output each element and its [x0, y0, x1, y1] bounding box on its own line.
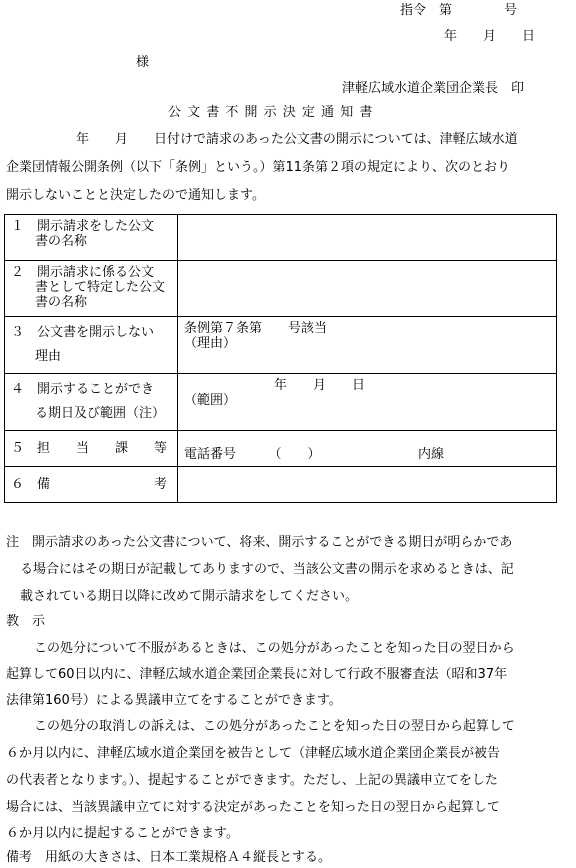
row-label-line: ２ 開示請求に係る公文 [11, 265, 155, 280]
note-line-1: 注 開示請求のあった公文書について、将来、開示することができる期日が明らかであ [6, 535, 513, 550]
table-row-department [5, 431, 557, 467]
instruction-p2-line-2: ６か月以内に、津軽広域水道企業団を被告として（津軽広域水道企業団企業長が被告 [6, 746, 501, 761]
issuer-name: 津軽広域水道企業団企業長 印 [342, 81, 525, 96]
row-label [5, 467, 178, 503]
ordinance-clause-text: 条例第７条第 号該当 [184, 321, 328, 336]
phone-number-text: 電話番号 （ ） 内線 [184, 447, 445, 462]
row-label-line: ５ 担 当 課 等 [11, 441, 168, 456]
row-value-field[interactable] [178, 215, 557, 261]
row-value-field[interactable] [178, 431, 557, 467]
instruction-heading: 教 示 [6, 614, 46, 629]
row-label [5, 261, 178, 317]
row-label-line: ６ 備 考 [11, 477, 168, 492]
directive-number-label: 指令 第 号 [400, 3, 518, 18]
row-value-field[interactable] [178, 317, 557, 374]
row-label [5, 431, 178, 467]
scope-label: （範囲） [184, 393, 237, 408]
intro-line-2: 企業団情報公開条例（以下「条例」という。）第11条第２項の規定により、次のとおり [6, 160, 511, 175]
row-label-line: 書の名称 [35, 295, 88, 310]
row-label-line: 書として特定した公文 [35, 280, 166, 295]
instruction-p2-line-5: ６か月以内に提起することができます。 [6, 826, 239, 841]
document-title: 公 文 書 不 開 示 決 定 通 知 書 [168, 105, 374, 120]
remarks-line: 備考 用紙の大きさは、日本工業規格Ａ４縦長とする。 [6, 850, 332, 865]
instruction-p2-line-1: この処分の取消しの訴えは、この処分があったことを知った日の翌日から起算して [34, 719, 515, 734]
note-line-2: る場合にはその期日が記載してありますので、当該公文書の開示を求めるときは、記 [20, 562, 514, 577]
row-label [5, 374, 178, 431]
row-label-line: 理由 [35, 349, 62, 364]
table-row-disclosure-date [5, 374, 557, 431]
instruction-p1-line-2: 起算して60日以内に、津軽広域水道企業団企業長に対して行政不服審査法（昭和37年 [6, 667, 508, 682]
row-label-line: ４ 開示することができ [11, 382, 155, 397]
row-label-line: る期日及び範囲（注） [35, 406, 166, 421]
date-label: 年 月 日 [444, 29, 536, 44]
intro-line-3: 開示しないことと決定したので通知します。 [6, 188, 265, 203]
row-label-line: ３ 公文書を開示しない [11, 325, 155, 340]
table-row-specified-document [5, 261, 557, 317]
note-line-3: 載されている期日以降に改めて開示請求をしてください。 [20, 589, 359, 604]
disclosure-date-text: 年 月 日 [274, 378, 366, 393]
instruction-p2-line-3: の代表者となります。）、提起することができます。ただし、上記の異議申立てをした [6, 773, 498, 788]
intro-line-1: 年 月 日付けで請求のあった公文書の開示については、津軽広域水道 [76, 132, 518, 147]
row-label [5, 317, 178, 374]
row-label-line: １ 開示請求をした公文 [11, 219, 155, 234]
row-value-field[interactable] [178, 261, 557, 317]
reason-label: （理由） [184, 336, 237, 351]
table-row-document-name [5, 215, 557, 261]
row-value-field[interactable] [178, 374, 557, 431]
instruction-p1-line-1: この処分について不服があるときは、この処分があったことを知った日の翌日から [34, 641, 515, 656]
form-table [4, 214, 557, 503]
addressee-suffix: 様 [136, 55, 150, 70]
row-label-line: 書の名称 [35, 234, 88, 249]
table-row-nondisclosure-reason [5, 317, 557, 374]
row-value-field[interactable] [178, 467, 557, 503]
row-label [5, 215, 178, 261]
instruction-p1-line-3: 法律第160号）による異議申立てをすることができます。 [6, 693, 342, 708]
table-row-remarks [5, 467, 557, 503]
instruction-p2-line-4: 場合には、当該異議申立てに対する決定があったことを知った日の翌日から起算して [6, 800, 500, 815]
